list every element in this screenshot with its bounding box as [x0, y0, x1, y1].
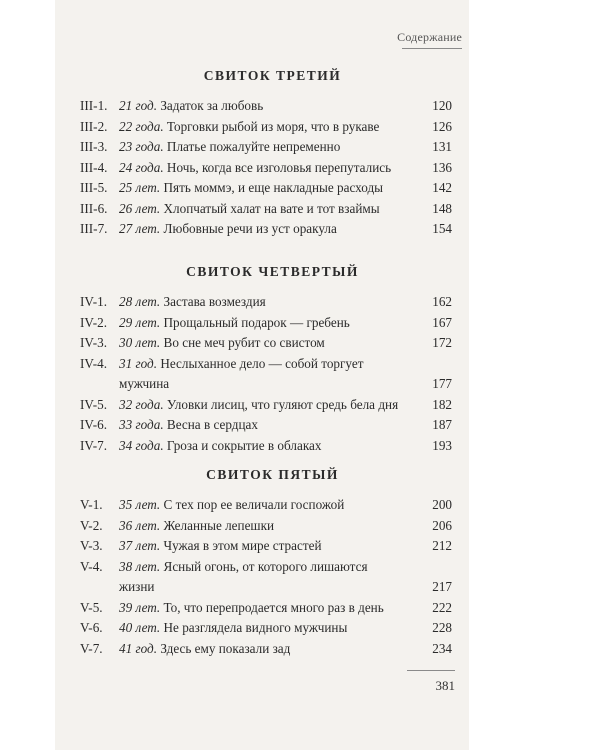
- section-title: СВИТОК ПЯТЫЙ: [206, 467, 339, 482]
- entry-title: Не разглядела видного мужчины: [163, 620, 348, 635]
- entry-page: 136: [432, 159, 452, 175]
- entry-page: 126: [432, 118, 452, 134]
- entry-page: 177: [432, 376, 452, 391]
- entry-page: 200: [432, 497, 452, 512]
- entry-number: IV-6.: [80, 417, 107, 432]
- entry-title: Гроза и сокрытие в облаках: [166, 437, 322, 453]
- toc-entry: [80, 415, 452, 436]
- entry-title: Хлопчатый халат на вате и тот взаймы: [163, 200, 380, 216]
- entry-title: Уловки лисиц, что гуляют средь бела дня: [166, 396, 399, 412]
- entry-number: V-5.: [80, 599, 103, 615]
- toc-entry: [80, 557, 452, 598]
- entry-age: 36 лет.: [119, 517, 161, 533]
- entry-number: V-6.: [80, 620, 103, 635]
- entry-number: IV-1.: [80, 294, 107, 309]
- toc-entry: [80, 199, 452, 220]
- entry-number: IV-4.: [80, 355, 107, 371]
- page-number: 381: [435, 678, 455, 693]
- entry-page: 154: [432, 221, 452, 236]
- entry-number: III-7.: [80, 221, 108, 236]
- section-title: СВИТОК ЧЕТВЕРТЫЙ: [186, 264, 359, 279]
- entry-page: 172: [432, 335, 452, 350]
- entry-page: 162: [432, 294, 452, 309]
- entry-title: Пять моммэ, и еще накладные расходы: [163, 180, 384, 195]
- entry-number: III-2.: [80, 118, 108, 134]
- toc-entry: [80, 137, 452, 158]
- entry-title-continued: мужчина: [119, 376, 170, 391]
- toc-entry: [80, 516, 452, 537]
- entry-title: Неслыханное дело — собой торгует: [160, 355, 364, 371]
- entry-age: 39 лет.: [119, 599, 161, 615]
- entry-page: 234: [432, 640, 452, 656]
- entry-number: V-7.: [80, 640, 103, 656]
- entry-number: IV-5.: [80, 396, 107, 412]
- entry-title: Желанные лепешки: [163, 517, 275, 533]
- entry-age: 41 год.: [119, 640, 158, 656]
- entry-age: 31 год.: [119, 355, 158, 371]
- entry-title: Во сне меч рубит со свистом: [163, 335, 325, 350]
- entry-page: 148: [432, 200, 452, 216]
- toc-entry: [80, 178, 452, 199]
- entry-page: 167: [432, 314, 452, 330]
- entry-page: 228: [432, 620, 452, 635]
- entry-title: Весна в сердцах: [166, 417, 258, 432]
- book-page: [55, 0, 469, 750]
- entry-title: Ночь, когда все изголовья перепутались: [166, 159, 392, 175]
- entry-page: 193: [432, 437, 452, 453]
- entry-number: III-4.: [80, 159, 108, 175]
- entry-number: IV-3.: [80, 335, 107, 350]
- section-scroll-four: [80, 264, 452, 456]
- entry-age: 35 лет.: [119, 497, 161, 512]
- toc-entry: [80, 96, 452, 117]
- entry-age: 22 года.: [119, 118, 164, 134]
- entry-age: 33 года.: [119, 417, 164, 432]
- entry-title: С тех пор ее величали госпожой: [163, 497, 345, 512]
- footer-rule: [407, 670, 455, 671]
- entry-number: III-6.: [80, 200, 108, 216]
- entry-number: IV-7.: [80, 437, 107, 453]
- entry-page: 142: [432, 180, 452, 195]
- entry-title: Платье пожалуйте непременно: [166, 139, 341, 154]
- toc-entry: [80, 639, 452, 660]
- entry-age: 29 лет.: [119, 314, 161, 330]
- entry-age: 21 год.: [119, 98, 158, 113]
- toc-entry: [80, 354, 452, 395]
- entry-title: Прощальный подарок — гребень: [163, 314, 350, 330]
- header-title: Содержание: [397, 30, 462, 44]
- entry-title: Любовные речи из уст оракула: [163, 221, 337, 236]
- entry-title: То, что перепродается много раз в день: [163, 599, 384, 615]
- toc-entry: [80, 313, 452, 334]
- entry-page: 217: [432, 579, 452, 594]
- header-rule: [402, 48, 462, 49]
- toc-entry: [80, 436, 452, 457]
- entry-title: Застава возмездия: [163, 294, 266, 309]
- entry-title: Задаток за любовь: [160, 98, 264, 113]
- section-scroll-five: [80, 467, 452, 659]
- entry-age: 37 лет.: [119, 538, 161, 553]
- toc-entry: [80, 292, 452, 313]
- entry-number: IV-2.: [80, 314, 107, 330]
- entry-page: 120: [432, 98, 452, 113]
- toc-entry: [80, 158, 452, 179]
- entry-age: 23 года.: [119, 139, 164, 154]
- entry-number: III-1.: [80, 98, 108, 113]
- entry-age: 24 года.: [119, 159, 164, 175]
- entry-age: 30 лет.: [119, 335, 161, 350]
- entry-number: V-4.: [80, 558, 103, 574]
- running-header: [55, 30, 469, 50]
- toc-entry: [80, 618, 452, 639]
- entry-age: 28 лет.: [119, 294, 161, 309]
- entry-title: Здесь ему показали зад: [160, 640, 291, 656]
- entry-age: 26 лет.: [119, 200, 161, 216]
- toc-entry: [80, 333, 452, 354]
- section-title: СВИТОК ТРЕТИЙ: [203, 68, 342, 83]
- entry-title: Ясный огонь, от которого лишаются: [163, 558, 368, 574]
- toc-entry: [80, 395, 452, 416]
- entry-title: Чужая в этом мире страстей: [163, 538, 322, 553]
- entry-title: Торговки рыбой из моря, что в рукаве: [166, 118, 380, 134]
- entry-age: 34 года.: [119, 437, 164, 453]
- section-scroll-three: [80, 68, 452, 240]
- entry-age: 38 лет.: [119, 558, 161, 574]
- toc-entry: [80, 495, 452, 516]
- toc-entry: [80, 219, 452, 240]
- entry-number: V-1.: [80, 497, 103, 512]
- entry-page: 182: [432, 396, 452, 412]
- toc-entry: [80, 117, 452, 138]
- entry-age: 27 лет.: [119, 221, 161, 236]
- entry-number: III-5.: [80, 180, 108, 195]
- entry-age: 40 лет.: [119, 620, 161, 635]
- entry-page: 206: [432, 517, 452, 533]
- entry-age: 32 года.: [119, 396, 164, 412]
- toc-entry: [80, 598, 452, 619]
- entry-number: III-3.: [80, 139, 108, 154]
- toc-entry: [80, 536, 452, 557]
- entry-title-continued: жизни: [119, 579, 155, 594]
- entry-page: 212: [432, 538, 452, 553]
- entry-number: V-2.: [80, 517, 103, 533]
- entry-page: 131: [432, 139, 452, 154]
- entry-number: V-3.: [80, 538, 103, 553]
- entry-age: 25 лет.: [119, 180, 161, 195]
- entry-page: 187: [432, 417, 452, 432]
- entry-page: 222: [432, 599, 452, 615]
